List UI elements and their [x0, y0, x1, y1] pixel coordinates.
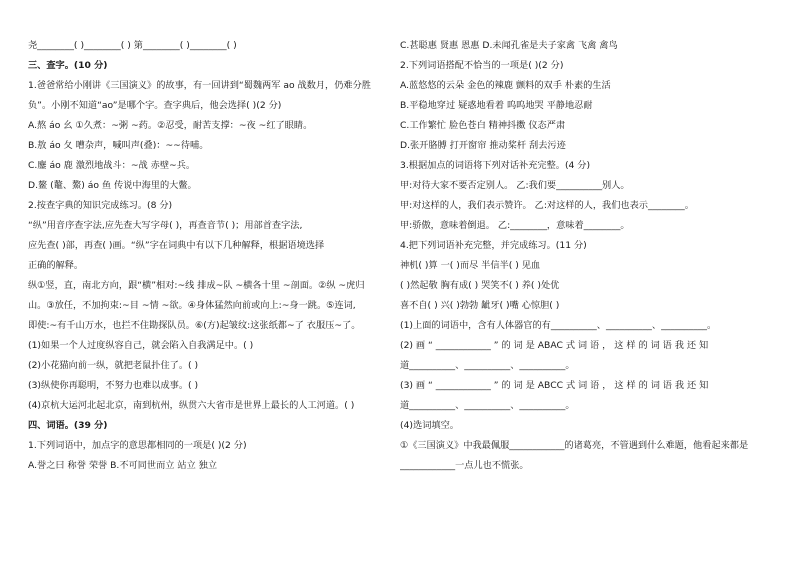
text-line: D.张开胳膊 打开窗帘 推动桨杆 刮去污迹 — [400, 140, 566, 151]
text-line: 即使:~有千山万水，也拦不住勘探队员。⑥(方)起皱纹:这张纸都~了 衣服压~了。 — [28, 320, 361, 331]
text-line: ____________一点儿也不慌张。 — [400, 460, 529, 471]
text-line: (4)京杭大运河北起北京，南到杭州，纵贯六大省市是世界上最长的人工河道。( ) — [28, 400, 355, 411]
text-line: 应先查( )部，再查( )画。“纵”字在词典中有以下几种解释，根据语境选择 — [28, 240, 325, 251]
text-line: 道__________、__________、__________。 — [400, 400, 575, 411]
text-line: A.熬 áo 幺 ①久煮：~粥 ~药。②忍受，耐苦支撑：~夜 ~红了眼睛。 — [28, 120, 313, 131]
text-line: 2.下列词语搭配不恰当的一项是( )(2 分) — [400, 60, 564, 71]
text-line: (4)选词填空。 — [400, 420, 459, 431]
text-line: ①《三国演义》中我最佩服____________的诸葛亮，不管遇到什么难题，他看起来都是 — [400, 440, 749, 451]
left-column — [28, 40, 393, 480]
text-line: 甲:对待大家不要否定别人。 乙:我们要__________别人。 — [400, 180, 630, 191]
text-line: B.平稳地穿过 疑惑地看着 呜呜地哭 平静地忍耐 — [400, 100, 593, 111]
text-line: 纵①竖，直，南北方向，跟“横”相对:~线 排成~队 ~横各十里 ~剖面。②纵 ~虎归 — [28, 280, 365, 291]
text-line: (1)如果一个人过度纵容自己，就会陷入自我满足中。( ) — [28, 340, 254, 351]
text-line: 尧________( )________( ) 第________( )________( ) — [28, 40, 237, 51]
text-line: D.鳌 (鼇、鰲) áo 鱼 传说中海里的大鳖。 — [28, 180, 197, 191]
text-line: C.鏖 áo 鹿 激烈地战斗：~战 赤壁~兵。 — [28, 160, 196, 171]
text-line: “纵”用音序查字法,应先查大写字母( )，再查音节( )；用部首查字法, — [28, 220, 303, 231]
text-line: A.蓝悠悠的云朵 金色的辣鹿 颤料的双手 朴素的生活 — [400, 80, 611, 91]
text-line: 神机( )算 一( )而尽 半信半( ) 见血 — [400, 260, 541, 271]
text-line: (2) 画 “ ____________ ” 的 词 是 ABAC 式 词 语 ， 这 样 的 词 语 我 还 知 — [400, 340, 709, 351]
section-heading: 三、查字。(10 分) — [28, 60, 108, 71]
text-line: 3.根据加点的词语将下列对话补充完整。(4 分) — [400, 160, 591, 171]
text-line: (1)上面的词语中，含有人体器官的有__________、__________、__________。 — [400, 320, 717, 331]
text-line: 1.爸爸常给小刚讲《三国演义》的故事，有一回讲到“蜀魏两军 ao 战数月，仍难分胜 — [28, 80, 371, 91]
section-heading: 四、词语。(39 分) — [28, 420, 108, 431]
text-line: 甲:骄傲，意味着倒退。 乙:________，意味着________。 — [400, 220, 630, 231]
text-line: 甲:对这样的人，我们表示赞许。 乙:对这样的人，我们也表示________。 — [400, 200, 694, 211]
text-line: 正确的解释。 — [28, 260, 84, 271]
text-line: 2.按查字典的知识完成练习。(8 分) — [28, 200, 173, 211]
text-line: 1.下列词语中，加点字的意思都相同的一项是( )(2 分) — [28, 440, 247, 451]
text-line: (2)小花猫向前一纵，就把老鼠扑住了。( ) — [28, 360, 199, 371]
text-line: B.敖 áo 夂 嘈杂声，喊叫声(叠)：~~待哺。 — [28, 140, 209, 151]
text-line: ( )然起敬 胸有成( ) 哭笑不( ) 养( )处优 — [400, 280, 560, 291]
text-line: 喜不自( ) 兴( )勃勃 龇牙( )嘴 心惊胆( ) — [400, 300, 560, 311]
text-line: (3) 画 “ ____________ ” 的 词 是 ABCC 式 词 语 ， 这 样 的 词 语 我 还 知 — [400, 380, 709, 391]
text-line: (3)纵使你再聪明，不努力也难以成事。( ) — [28, 380, 199, 391]
text-line: C.甚聪惠 贤惠 恩惠 D.未闻孔雀是夫子家禽 飞禽 禽鸟 — [400, 40, 618, 51]
text-line: A.誉之曰 称誉 荣誉 B.不可同世而立 站立 独立 — [28, 460, 218, 471]
text-line: 道__________、__________、__________。 — [400, 360, 575, 371]
right-column — [400, 40, 765, 480]
text-line: C.工作繁忙 脸色苍白 精神抖擞 仪态严肃 — [400, 120, 566, 131]
text-line: 负”。小刚不知道“ao”是哪个字。查字典后，他会选择( )(2 分) — [28, 100, 282, 111]
text-line: 4.把下列词语补充完整，并完成练习。(11 分) — [400, 240, 587, 251]
text-line: 山。③放任，不加拘束:~目 ~情 ~欲。④身体猛然向前或向上:~身一跳。⑤连词, — [28, 300, 356, 311]
